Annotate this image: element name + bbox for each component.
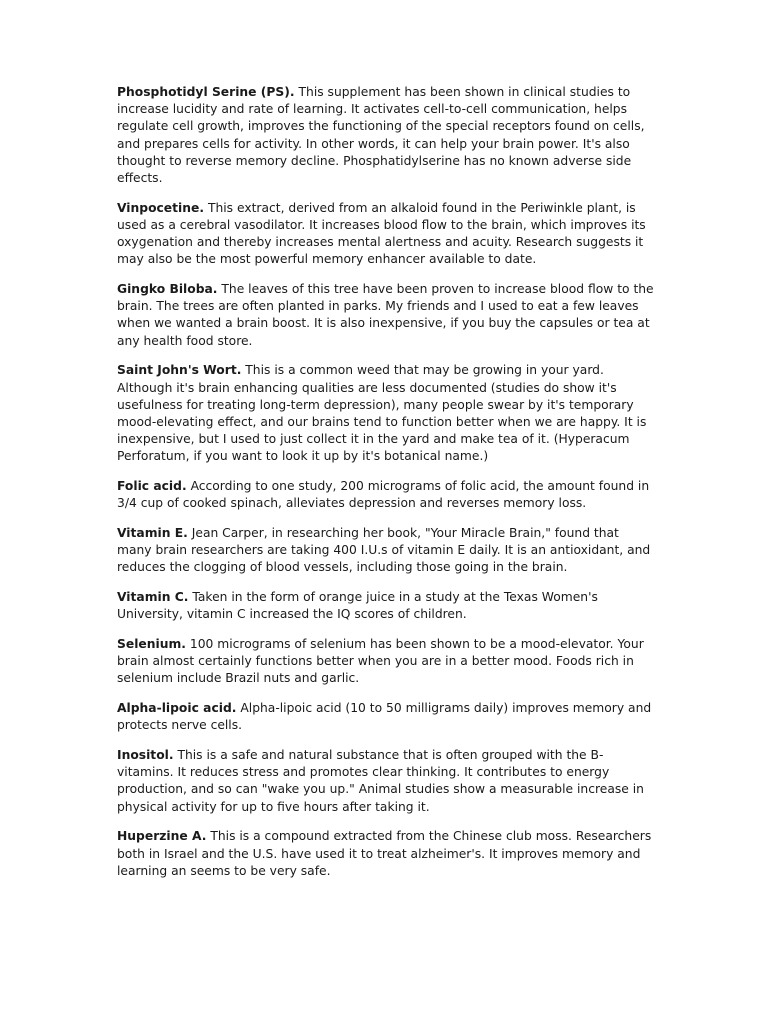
entry-term: Phosphotidyl Serine (PS). bbox=[117, 85, 295, 99]
entry-term: Vitamin C. bbox=[117, 590, 189, 605]
entry-term: Saint John's Wort. bbox=[117, 363, 242, 378]
entry-text: According to one study, 200 micrograms of folic acid, the amount found in 3/4 cup of cooked spinach, alleviates depression and reverses memory loss. bbox=[117, 479, 650, 511]
entry-gingko-biloba bbox=[117, 281, 657, 350]
entry-term: Vitamin E. bbox=[117, 525, 188, 540]
document-page bbox=[117, 84, 657, 892]
entry-term: Alpha-lipoic acid. bbox=[117, 701, 237, 716]
entry-huperzine-a bbox=[117, 828, 657, 880]
entry-vinpocetine bbox=[117, 200, 657, 269]
entry-text: This is a common weed that may be growing in your yard. Although it's brain enhancing qualities are less documented (studies do show it's usefulness for treating long-term depression), many people swear by it's temporary mood-elevating effect, and our brains tend to function better when we are happy. It is inexpensive, but I used to just collect it in the yard and make tea of it. (Hyperacum Perforatum, if you want to look it up by it's botanical name.) bbox=[117, 363, 647, 464]
entry-text: This supplement has been shown in clinical studies to increase lucidity and rate of learning. It activates cell-to-cell communication, helps regulate cell growth, improves the functioning of the special receptors found on cells, and prepares cells for activity. In other words, it can help your brain power. It's also thought to reverse memory decline. Phosphatidylserine has no known adverse side effects. bbox=[117, 85, 645, 186]
entry-folic-acid bbox=[117, 478, 657, 512]
entry-text: This is a safe and natural substance that is often grouped with the B-vitamins. It reduces stress and promotes clear thinking. It contributes to energy production, and so can "wake you up." Animal studies show a measurable increase in physical activity for up to five hours after taking it. bbox=[117, 748, 644, 814]
entry-text: Taken in the form of orange juice in a study at the Texas Women's University, vitamin C increased the IQ scores of children. bbox=[117, 590, 598, 622]
entry-selenium bbox=[117, 636, 657, 688]
entry-inositol bbox=[117, 747, 657, 816]
entry-saint-johns-wort bbox=[117, 362, 657, 465]
entry-term: Folic acid. bbox=[117, 479, 187, 494]
entry-text: 100 micrograms of selenium has been shown to be a mood-elevator. Your brain almost certainly functions better when you are in a better mood. Foods rich in selenium include Brazil nuts and garlic. bbox=[117, 636, 644, 686]
entry-term: Selenium. bbox=[117, 636, 186, 651]
entry-phosphotidyl-serine bbox=[117, 84, 657, 187]
entry-vitamin-c bbox=[117, 589, 657, 623]
entry-text: Alpha-lipoic acid (10 to 50 milligrams daily) improves memory and protects nerve cells. bbox=[117, 701, 652, 733]
entry-text: Jean Carper, in researching her book, "Your Miracle Brain," found that many brain researchers are taking 400 I.U.s of vitamin E daily. It is an antioxidant, and reduces the clogging of blood vessels, including those going in the brain. bbox=[117, 525, 651, 575]
entry-text: This is a compound extracted from the Chinese club moss. Researchers both in Israel and the U.S. have used it to treat alzheimer's. It improves memory and learning an seems to be very safe. bbox=[117, 829, 652, 878]
entry-vitamin-e bbox=[117, 525, 657, 577]
entry-term: Gingko Biloba. bbox=[117, 282, 218, 297]
entry-term: Inositol. bbox=[117, 748, 174, 762]
entry-text: The leaves of this tree have been proven to increase blood flow to the brain. The trees are often planted in parks. My friends and I used to eat a few leaves when we wanted a brain boost. It is also inexpensive, if you buy the capsules or tea at any health food store. bbox=[117, 282, 654, 348]
entry-term: Huperzine A. bbox=[117, 829, 207, 844]
entry-alpha-lipoic-acid bbox=[117, 700, 657, 734]
entry-term: Vinpocetine. bbox=[117, 200, 205, 215]
entry-text: This extract, derived from an alkaloid found in the Periwinkle plant, is used as a cerebral vasodilator. It increases blood flow to the brain, which improves its oxygenation and thereby increases mental alertness and acuity. Research suggests it may also be the most powerful memory enhancer available to date. bbox=[117, 200, 646, 267]
